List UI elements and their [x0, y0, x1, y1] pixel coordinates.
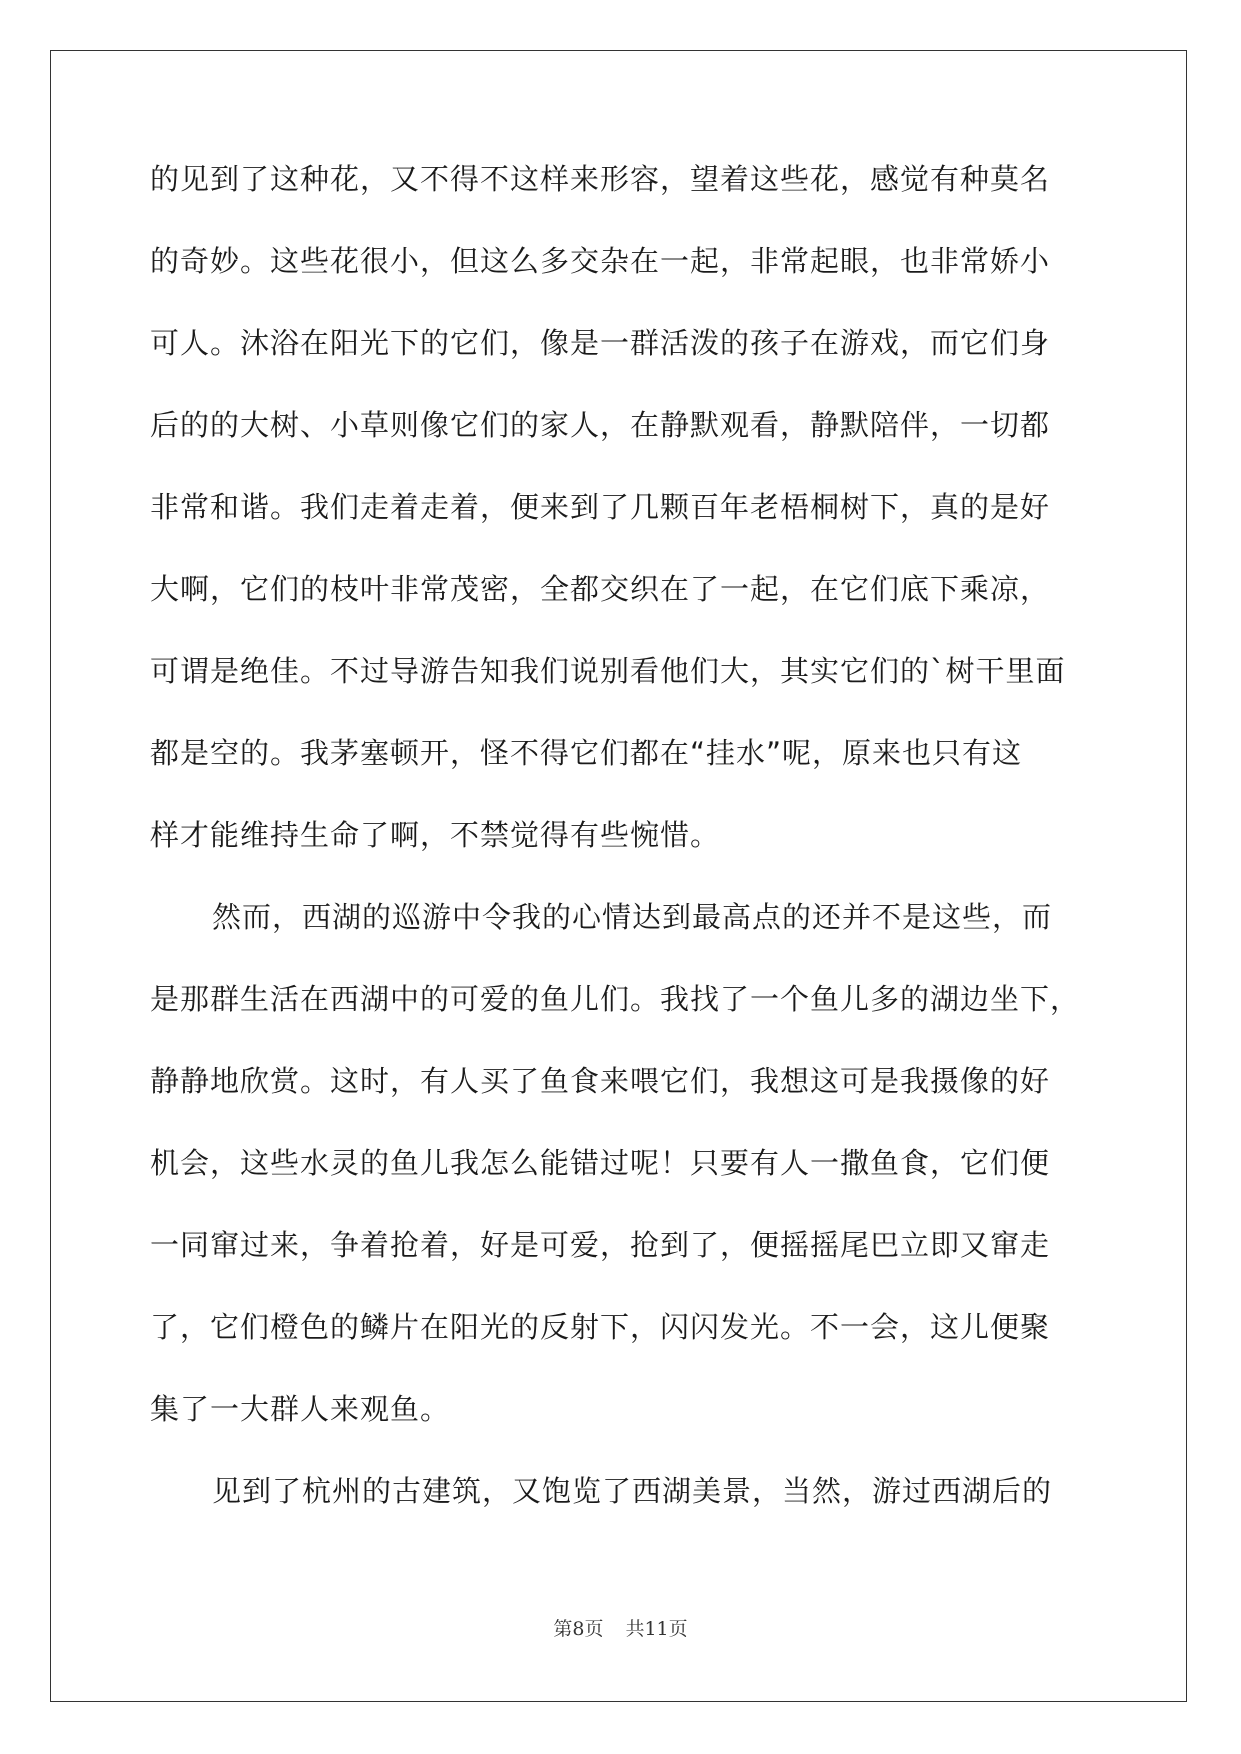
text-line: 可谓是绝佳。不过导游告知我们说别看他们大，其实它们的`树干里面: [150, 654, 1066, 688]
text-line: 后的的大树、小草则像它们的家人，在静默观看，静默陪伴，一切都: [150, 408, 1051, 442]
text-line: 的见到了这种花，又不得不这样来形容，望着这些花，感觉有种莫名: [150, 162, 1051, 196]
text-line: 见到了杭州的古建筑，又饱览了西湖美景，当然，游过西湖后的: [212, 1474, 1053, 1508]
text-line: 的奇妙。这些花很小，但这么多交杂在一起，非常起眼，也非常娇小: [150, 244, 1051, 278]
text-line: 一同窜过来，争着抢着，好是可爱，抢到了，便摇摇尾巴立即又窜走: [150, 1228, 1051, 1262]
text-line: 集了一大群人来观鱼。: [150, 1392, 451, 1426]
text-line: 非常和谐。我们走着走着，便来到了几颗百年老梧桐树下，真的是好: [150, 490, 1051, 524]
page-footer: [0, 1614, 1241, 1641]
page-number: 第8页: [553, 1618, 604, 1640]
text-line: 静静地欣赏。这时，有人买了鱼食来喂它们，我想这可是我摄像的好: [150, 1064, 1051, 1098]
text-line: 机会，这些水灵的鱼儿我怎么能错过呢！只要有人一撒鱼食，它们便: [150, 1146, 1051, 1180]
text-line: 了，它们橙色的鳞片在阳光的反射下，闪闪发光。不一会，这儿便聚: [150, 1310, 1051, 1344]
document-body: [150, 160, 1090, 1554]
text-line: 然而，西湖的巡游中令我的心情达到最高点的还并不是这些，而: [212, 900, 1053, 934]
text-line: 可人。沐浴在阳光下的它们，像是一群活泼的孩子在游戏，而它们身: [150, 326, 1051, 360]
text-line: 都是空的。我茅塞顿开，怪不得它们都在“挂水”呢，原来也只有这: [150, 736, 1023, 770]
text-line: 是那群生活在西湖中的可爱的鱼儿们。我找了一个鱼儿多的湖边坐下，: [150, 982, 1081, 1016]
text-line: 大啊，它们的枝叶非常茂密，全都交织在了一起，在它们底下乘凉，: [150, 572, 1051, 606]
page-total: 共11页: [625, 1618, 688, 1640]
text-line: 样才能维持生命了啊，不禁觉得有些惋惜。: [150, 818, 721, 852]
